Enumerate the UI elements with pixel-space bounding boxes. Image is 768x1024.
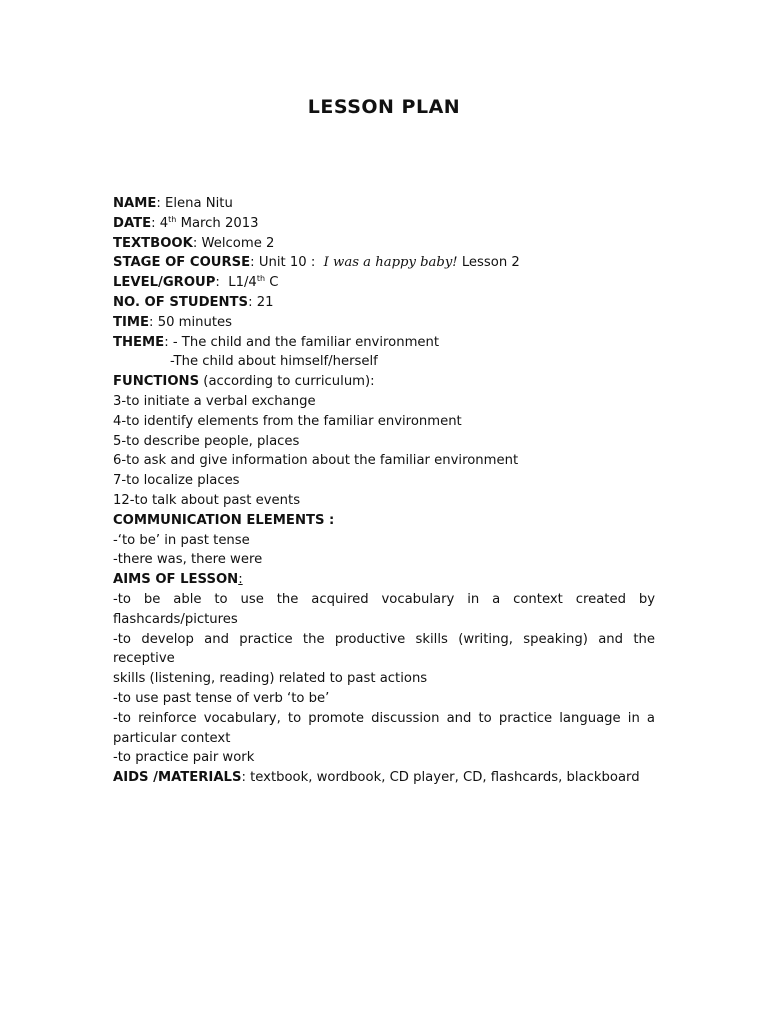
- level-suffix: th: [256, 274, 266, 284]
- aims-label: AIMS OF LESSON: [113, 572, 239, 588]
- communication-item: -‘to be’ in past tense: [113, 532, 250, 548]
- students-row: NO. OF STUDENTS: 21: [113, 294, 274, 310]
- aim-item-continuation: flashcards/pictures: [113, 611, 238, 627]
- theme-label: THEME: [113, 334, 165, 350]
- function-item: 12-to talk about past events: [113, 492, 301, 508]
- stage-label: STAGE OF COURSE: [113, 255, 251, 271]
- lesson-plan-body: [113, 194, 655, 788]
- level-row: LEVEL/GROUP: L1/4th C: [113, 274, 279, 291]
- theme-item: - The child and the familiar environment: [172, 334, 440, 350]
- students-value: 21: [256, 294, 274, 310]
- functions-note: (according to curriculum):: [203, 374, 375, 390]
- level-group: C: [269, 275, 279, 291]
- aims-colon: :: [238, 572, 243, 588]
- stage-row: STAGE OF COURSE: Unit 10 : I was a happy baby! Lesson 2: [113, 255, 520, 271]
- aim-item-first-line: -to be able to use the acquired vocabulary in a context created by: [113, 591, 655, 607]
- stage-unit: Unit 10 :: [258, 255, 316, 271]
- aids-value: textbook, wordbook, CD player, CD, flashcards, blackboard: [250, 770, 640, 786]
- aim-item-first-line: -to develop and practice the productive skills (writing, speaking) and the receptive: [113, 631, 655, 667]
- name-row: NAME: Elena Nitu: [113, 196, 233, 211]
- aim-item: -to use past tense of verb ‘to be’: [113, 690, 330, 706]
- date-label: DATE: [113, 215, 152, 231]
- function-item: 5-to describe people, places: [113, 433, 300, 449]
- aim-item: -to practice pair work: [113, 750, 255, 766]
- function-item: 7-to localize places: [113, 473, 240, 489]
- function-item: 3-to initiate a verbal exchange: [113, 393, 316, 409]
- page-title: LESSON PLAN: [307, 96, 461, 118]
- function-item: 6-to ask and give information about the familiar environment: [113, 453, 519, 469]
- name-value: Elena Nitu: [165, 196, 233, 211]
- level-prefix: L1/4: [228, 275, 257, 291]
- textbook-value: Welcome 2: [201, 235, 275, 251]
- date-suffix: th: [168, 214, 177, 224]
- time-label: TIME: [113, 314, 150, 330]
- aim-item-continuation: particular context: [113, 730, 231, 746]
- theme-item: -The child about himself/herself: [170, 354, 378, 370]
- aids-row: AIDS /MATERIALS: textbook, wordbook, CD player, CD, flashcards, blackboard: [113, 770, 640, 786]
- stage-lesson: Lesson 2: [461, 255, 520, 271]
- name-label: NAME: [113, 196, 157, 211]
- textbook-row: TEXTBOOK: Welcome 2: [113, 235, 275, 251]
- functions-row: [113, 372, 655, 392]
- communication-label: COMMUNICATION ELEMENTS :: [113, 512, 335, 528]
- stage-lesson-title: I was a happy baby!: [323, 255, 458, 271]
- date-day: 4: [159, 215, 169, 231]
- time-value: 50 minutes: [157, 314, 233, 330]
- function-item: 4-to identify elements from the familiar environment: [113, 413, 462, 429]
- aids-label: AIDS /MATERIALS: [113, 770, 242, 786]
- textbook-label: TEXTBOOK: [113, 235, 193, 251]
- theme-row: THEME: - The child and the familiar environment: [113, 334, 440, 350]
- aim-item-continuation: skills (listening, reading) related to past actions: [113, 671, 428, 687]
- time-row: TIME: 50 minutes: [113, 314, 233, 330]
- students-label: NO. OF STUDENTS: [113, 294, 249, 310]
- date-rest: March 2013: [180, 215, 259, 231]
- functions-label: FUNCTIONS: [113, 374, 200, 390]
- aim-item-first-line: -to reinforce vocabulary, to promote discussion and to practice language in a: [113, 710, 655, 726]
- level-label: LEVEL/GROUP: [113, 275, 216, 291]
- communication-item: -there was, there were: [113, 552, 263, 568]
- date-row: DATE: 4th March 2013: [113, 214, 259, 231]
- aims-heading: [113, 570, 655, 590]
